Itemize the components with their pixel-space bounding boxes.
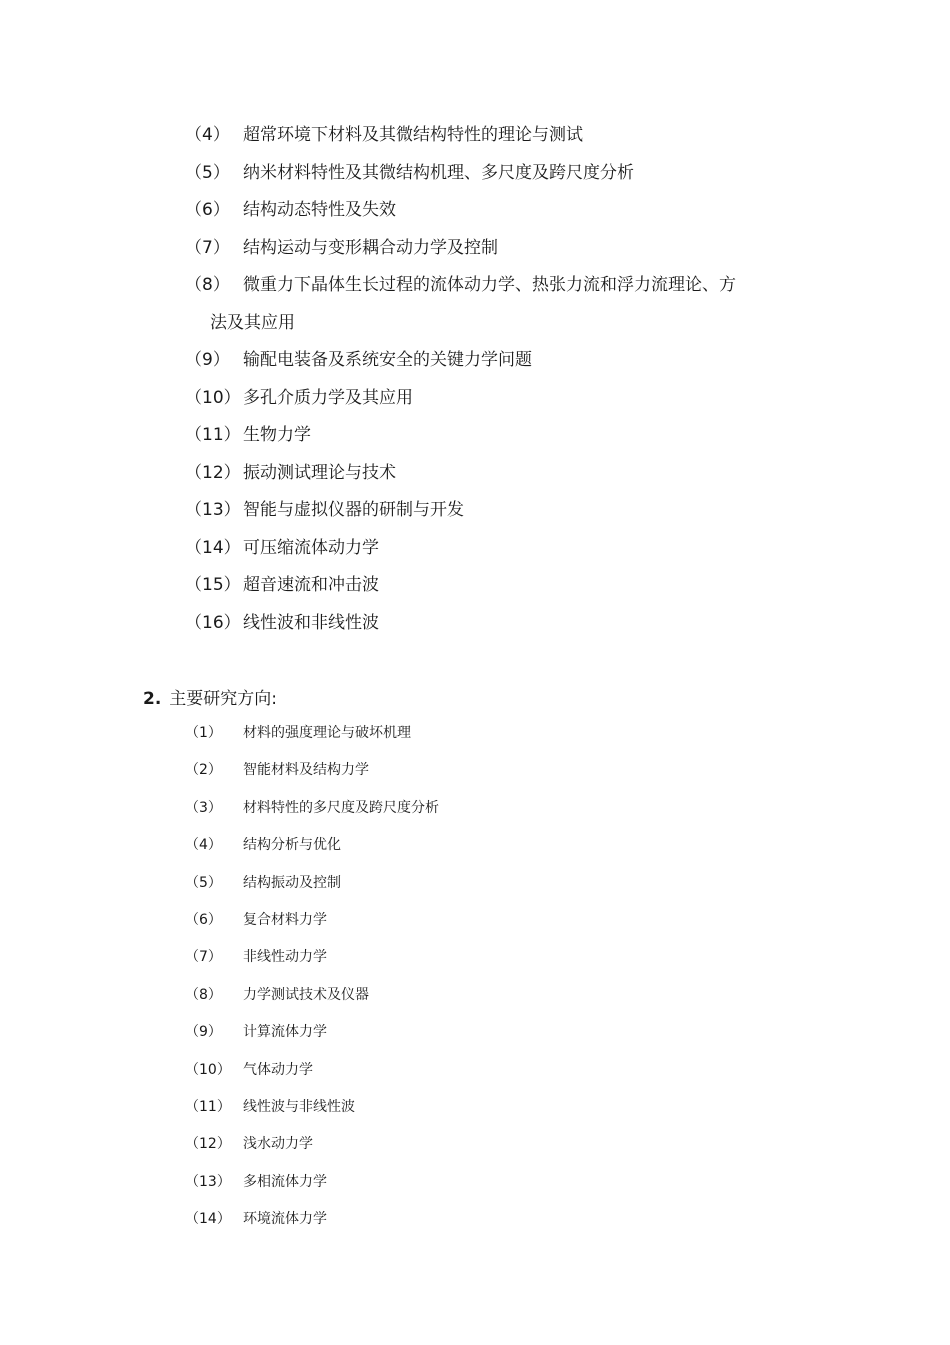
list-item xyxy=(185,122,785,160)
item-text: 结构振动及控制 xyxy=(243,874,341,891)
list-item xyxy=(185,572,785,610)
item-text: 力学测试技术及仪器 xyxy=(243,986,369,1003)
item-number: （13） xyxy=(185,500,241,520)
list-item xyxy=(185,535,785,573)
item-number: （14） xyxy=(185,537,241,558)
list-item xyxy=(185,385,785,423)
item-number: （11） xyxy=(185,425,241,445)
item-number: （13） xyxy=(185,1173,231,1190)
item-number: （6） xyxy=(185,200,230,220)
list-item xyxy=(185,1096,685,1133)
item-text: 超常环境下材料及其微结构特性的理论与测试 xyxy=(243,125,583,145)
item-number: （11） xyxy=(185,1098,231,1115)
item-number: （9） xyxy=(185,350,230,370)
list-item xyxy=(185,235,785,273)
item-text: 材料的强度理论与破坏机理 xyxy=(243,725,411,741)
list-item xyxy=(185,984,685,1021)
list-item xyxy=(185,272,785,347)
item-text: 多孔介质力学及其应用 xyxy=(243,387,413,408)
item-number: （2） xyxy=(185,762,222,779)
item-text: 生物力学 xyxy=(243,425,311,445)
list-item xyxy=(185,722,685,759)
item-text: 线性波与非线性波 xyxy=(243,1098,355,1115)
list-item xyxy=(185,422,785,460)
item-text: 可压缩流体动力学 xyxy=(243,537,379,558)
list-item xyxy=(185,1133,685,1170)
research-directions-list xyxy=(185,722,685,1245)
list-item xyxy=(185,460,785,498)
item-text: 输配电装备及系统安全的关键力学问题 xyxy=(243,350,532,370)
list-item xyxy=(185,834,685,871)
item-text: 气体动力学 xyxy=(243,1061,313,1078)
item-number: （14） xyxy=(185,1211,231,1228)
list-item xyxy=(185,1208,685,1245)
item-number: （12） xyxy=(185,462,241,483)
item-text: 智能与虚拟仪器的研制与开发 xyxy=(243,500,464,520)
research-topics-list xyxy=(185,122,785,647)
item-number: （4） xyxy=(185,125,230,145)
section-title: 主要研究方向: xyxy=(169,689,278,709)
section-number: 2. xyxy=(143,689,162,709)
item-text: 非线性动力学 xyxy=(243,949,327,966)
list-item xyxy=(185,610,785,648)
list-item xyxy=(185,497,785,535)
item-text: 微重力下晶体生长过程的流体动力学、热张力流和浮力流理论、方 xyxy=(243,275,736,295)
item-text: 结构动态特性及失效 xyxy=(243,200,396,220)
list-item xyxy=(185,1059,685,1096)
section-heading xyxy=(143,686,277,712)
item-text: 振动测试理论与技术 xyxy=(243,462,396,483)
item-number: （8） xyxy=(185,986,222,1003)
list-item xyxy=(185,946,685,983)
list-item xyxy=(185,160,785,198)
item-number: （6） xyxy=(185,911,222,928)
item-number: （7） xyxy=(185,949,222,966)
item-number: （4） xyxy=(185,837,222,854)
list-item xyxy=(185,909,685,946)
item-text: 结构分析与优化 xyxy=(243,837,341,854)
list-item xyxy=(185,1021,685,1058)
item-number: （10） xyxy=(185,1061,231,1078)
item-text: 结构运动与变形耦合动力学及控制 xyxy=(243,237,498,258)
item-number: （3） xyxy=(185,799,222,816)
list-item xyxy=(185,197,785,235)
item-number: （15） xyxy=(185,575,241,595)
list-item xyxy=(185,759,685,796)
item-text: 超音速流和冲击波 xyxy=(243,575,379,595)
item-text: 浅水动力学 xyxy=(243,1136,313,1153)
item-number: （8） xyxy=(185,275,230,295)
item-number: （10） xyxy=(185,387,241,408)
item-number: （5） xyxy=(185,162,230,183)
item-text: 环境流体力学 xyxy=(243,1211,327,1228)
list-item xyxy=(185,872,685,909)
list-item xyxy=(185,347,785,385)
item-number: （16） xyxy=(185,612,241,633)
item-text: 材料特性的多尺度及跨尺度分析 xyxy=(243,799,439,816)
list-item xyxy=(185,1171,685,1208)
item-number: （12） xyxy=(185,1136,231,1153)
item-number: （9） xyxy=(185,1024,222,1041)
item-number: （5） xyxy=(185,874,222,891)
item-number: （7） xyxy=(185,237,230,258)
item-number: （1） xyxy=(185,725,222,741)
item-text: 线性波和非线性波 xyxy=(243,612,379,633)
item-text: 纳米材料特性及其微结构机理、多尺度及跨尺度分析 xyxy=(243,162,634,183)
item-text: 复合材料力学 xyxy=(243,911,327,928)
list-item xyxy=(185,797,685,834)
item-text: 智能材料及结构力学 xyxy=(243,762,369,779)
item-text-continuation: 法及其应用 xyxy=(210,313,295,333)
item-text: 多相流体力学 xyxy=(243,1173,327,1190)
item-text: 计算流体力学 xyxy=(243,1024,327,1041)
